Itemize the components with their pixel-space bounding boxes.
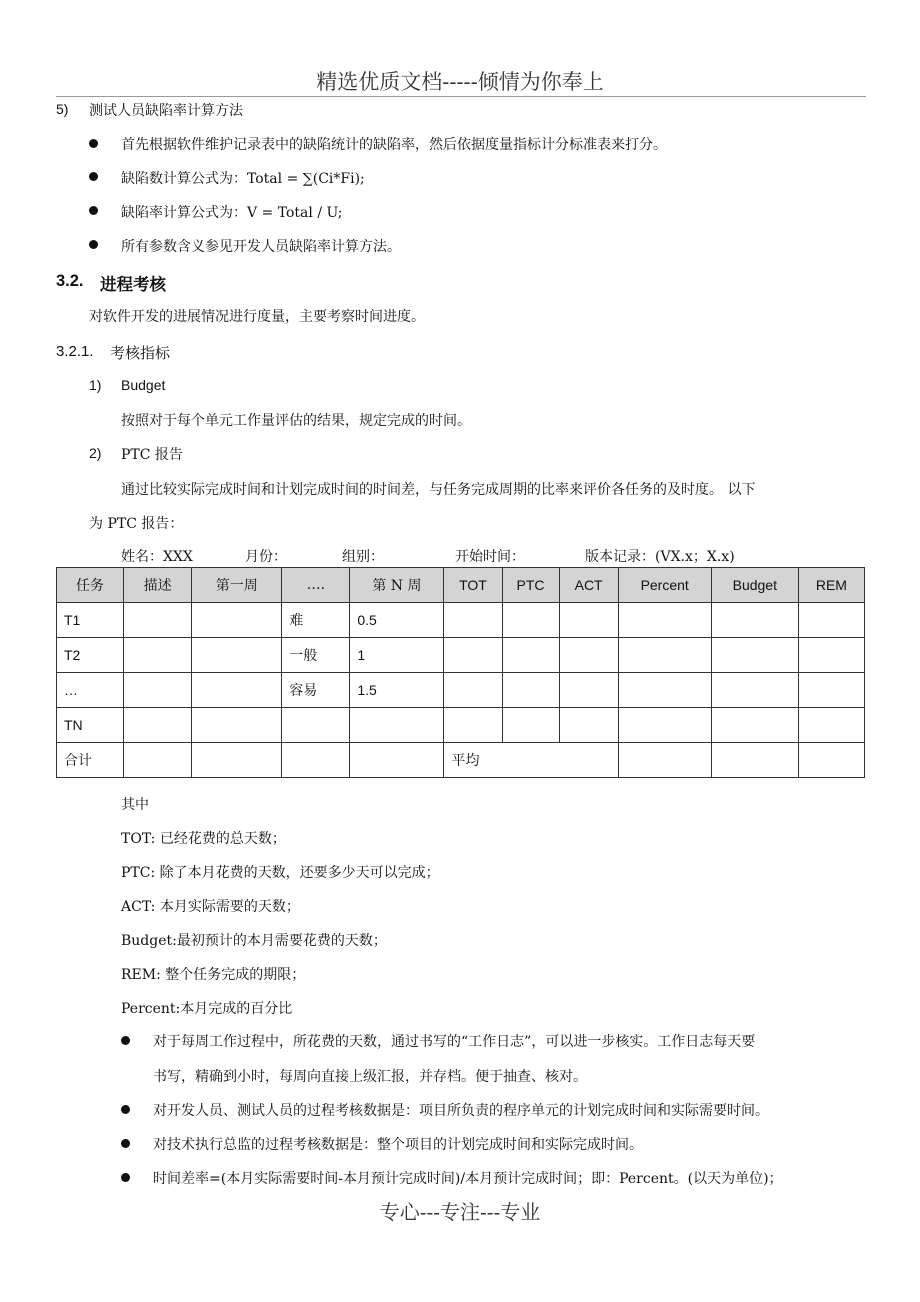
note-tot: TOT: 已经花费的总天数； <box>121 831 286 847</box>
note-percent: Percent:本月完成的百分比 <box>121 1001 293 1017</box>
table-cell <box>618 673 711 708</box>
table-cell: 1.5 <box>350 673 444 708</box>
table-cell <box>711 743 798 778</box>
table-cell <box>192 638 282 673</box>
table-cell <box>502 673 559 708</box>
table-cell <box>798 708 864 743</box>
report-name-field: 姓名：XXX <box>121 549 193 565</box>
ptc-report-table <box>56 567 865 778</box>
item-2-description-line-2: 为 PTC 报告： <box>89 516 184 532</box>
table-cell: T2 <box>57 638 124 673</box>
table-row <box>57 708 865 743</box>
table-cell <box>559 603 618 638</box>
table-cell <box>192 673 282 708</box>
table-cell: … <box>57 673 124 708</box>
table-cell <box>559 708 618 743</box>
item-1-description: 按照对于每个单元工作量评估的结果，规定完成的时间。 <box>121 413 471 429</box>
column-header-task: 任务 <box>57 568 124 603</box>
bullet-icon <box>89 172 98 181</box>
table-cell <box>711 638 798 673</box>
bullet-icon <box>89 240 98 249</box>
column-header-budget: Budget <box>711 568 798 603</box>
table-cell <box>502 708 559 743</box>
average-label: 平均 <box>444 743 618 778</box>
item-1-number: 1) <box>89 377 102 393</box>
table-cell <box>124 708 192 743</box>
section-5-bullet-4: 所有参数含义参见开发人员缺陷率计算方法。 <box>121 239 401 255</box>
table-cell <box>711 708 798 743</box>
note-act: ACT: 本月实际需要的天数； <box>121 899 300 915</box>
table-cell <box>124 638 192 673</box>
section-5-number: 5) <box>56 101 69 117</box>
table-cell <box>502 638 559 673</box>
section-5-title: 测试人员缺陷率计算方法 <box>89 103 243 119</box>
table-cell <box>124 603 192 638</box>
table-cell <box>350 743 444 778</box>
table-cell <box>444 638 502 673</box>
table-cell <box>282 708 350 743</box>
column-header-act: ACT <box>559 568 618 603</box>
table-cell: 0.5 <box>350 603 444 638</box>
table-cell <box>444 603 502 638</box>
table-cell <box>350 708 444 743</box>
table-cell <box>798 638 864 673</box>
bullet-icon <box>121 1139 130 1148</box>
table-cell: 难 <box>282 603 350 638</box>
table-cell <box>124 743 192 778</box>
notes-intro: 其中 <box>121 797 149 813</box>
item-2-description-line-1: 通过比较实际完成时间和计划完成时间的时间差，与任务完成周期的比率来评价各任务的及时度。 以下 <box>121 482 756 498</box>
table-cell <box>711 673 798 708</box>
column-header-week-1: 第一周 <box>192 568 282 603</box>
table-cell <box>798 603 864 638</box>
table-cell: 一般 <box>282 638 350 673</box>
table-cell <box>502 603 559 638</box>
table-cell: 容易 <box>282 673 350 708</box>
bullet-icon <box>89 206 98 215</box>
table-header-row <box>57 568 865 603</box>
page-header-title: 精选优质文档-----倾情为你奉上 <box>316 70 604 94</box>
column-header-rem: REM <box>798 568 864 603</box>
table-total-row <box>57 743 865 778</box>
page-footer-title: 专心---专注---专业 <box>379 1200 541 1224</box>
bullet-work-log-line-2: 书写，精确到小时，每周向直接上级汇报，并存档。便于抽查、核对。 <box>153 1069 587 1085</box>
bullet-icon <box>89 139 98 148</box>
section-3-2-1-title: 考核指标 <box>110 344 171 362</box>
report-version-field: 版本记录：(VX.x；X.x) <box>585 549 735 565</box>
total-label: 合计 <box>57 743 124 778</box>
bullet-time-diff-rate: 时间差率=(本月实际需要时间-本月预计完成时间)/本月预计完成时间；即：Percent。(以天为单位)； <box>153 1171 783 1187</box>
section-3-2-title: 进程考核 <box>100 275 166 294</box>
note-ptc: PTC: 除了本月花费的天数，还要多少天可以完成； <box>121 865 440 881</box>
section-5-bullet-1: 首先根据软件维护记录表中的缺陷统计的缺陷率，然后依据度量指标计分标准表来打分。 <box>121 137 667 153</box>
table-cell <box>444 708 502 743</box>
table-cell <box>711 603 798 638</box>
column-header-percent: Percent <box>618 568 711 603</box>
table-row <box>57 673 865 708</box>
report-start-time-field: 开始时间： <box>455 549 525 565</box>
item-1-title: Budget <box>121 377 166 393</box>
table-cell <box>282 743 350 778</box>
table-cell <box>618 603 711 638</box>
table-cell <box>618 638 711 673</box>
table-cell <box>559 673 618 708</box>
table-cell: T1 <box>57 603 124 638</box>
table-cell <box>192 743 282 778</box>
bullet-work-log-line-1: 对于每周工作过程中，所花费的天数，通过书写的“工作日志”，可以进一步核实。工作日志每天要 <box>153 1034 756 1050</box>
table-cell <box>559 638 618 673</box>
column-header-ellipsis: …. <box>282 568 350 603</box>
bullet-tech-director-data: 对技术执行总监的过程考核数据是：整个项目的计划完成时间和实际完成时间。 <box>153 1137 643 1153</box>
bullet-icon <box>121 1173 130 1182</box>
item-2-title: PTC 报告 <box>121 447 183 463</box>
table-row <box>57 603 865 638</box>
section-5-bullet-2: 缺陷数计算公式为：Total = ∑(Ci*Fi); <box>121 171 365 187</box>
table-cell <box>444 673 502 708</box>
table-row <box>57 638 865 673</box>
report-group-field: 组别： <box>342 549 384 565</box>
table-cell <box>798 743 864 778</box>
table-cell <box>124 673 192 708</box>
table-cell: 1 <box>350 638 444 673</box>
note-budget: Budget:最初预计的本月需要花费的天数； <box>121 933 387 949</box>
section-3-2-1-number: 3.2.1. <box>56 343 94 360</box>
bullet-icon <box>121 1036 130 1045</box>
table-cell <box>192 603 282 638</box>
bullet-icon <box>121 1105 130 1114</box>
section-3-2-number: 3.2. <box>56 272 84 290</box>
table-cell <box>798 673 864 708</box>
report-month-field: 月份： <box>245 549 287 565</box>
table-cell: TN <box>57 708 124 743</box>
header-divider <box>56 96 866 97</box>
column-header-ptc: PTC <box>502 568 559 603</box>
column-header-tot: TOT <box>444 568 502 603</box>
column-header-description: 描述 <box>124 568 192 603</box>
section-3-2-intro: 对软件开发的进展情况进行度量，主要考察时间进度。 <box>89 309 425 325</box>
column-header-week-n: 第 N 周 <box>350 568 444 603</box>
table-cell <box>618 743 711 778</box>
table-cell <box>618 708 711 743</box>
bullet-dev-test-data: 对开发人员、测试人员的过程考核数据是：项目所负责的程序单元的计划完成时间和实际需要时间。 <box>153 1103 769 1119</box>
item-2-number: 2) <box>89 445 102 461</box>
table-cell <box>192 708 282 743</box>
section-5-bullet-3: 缺陷率计算公式为：V = Total / U; <box>121 205 343 221</box>
note-rem: REM: 整个任务完成的期限； <box>121 967 306 983</box>
